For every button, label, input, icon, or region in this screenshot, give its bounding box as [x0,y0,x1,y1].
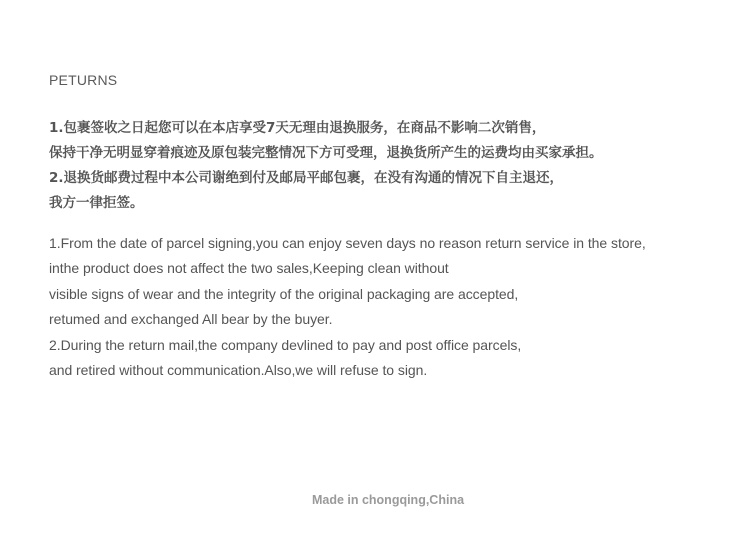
chinese-policy-line: 2.退换货邮费过程中本公司谢绝到付及邮局平邮包裹，在没有沟通的情况下自主退还， [49,170,564,186]
made-in-footer: Made in chongqing,China [311,493,465,507]
chinese-policy-text [49,116,739,216]
chinese-policy-line: 保持干净无明显穿着痕迹及原包装完整情况下方可受理，退换货所产生的运费均由买家承担。 [49,145,603,161]
page-title: PETURNS [49,72,118,88]
english-policy-line: 1.From the date of parcel signing,you can enjoy seven days no reason return service in the store, [49,235,646,251]
english-policy-line: inthe product does not affect the two sales,Keeping clean without [49,260,449,277]
english-policy-line: and retired without communication.Also,we will refuse to sign. [49,361,428,378]
english-policy-text [49,231,749,383]
english-policy-line: visible signs of wear and the integrity of the original packaging are accepted, [49,285,519,302]
english-policy-line: 2.During the return mail,the company devlined to pay and post office parcels, [49,336,522,353]
chinese-policy-line: 1.包裹签收之日起您可以在本店享受7天无理由退换服务，在商品不影响二次销售， [49,120,546,136]
chinese-policy-line: 我方一律拒签。 [49,195,144,211]
english-policy-line: retumed and exchanged All bear by the buyer. [49,311,333,328]
